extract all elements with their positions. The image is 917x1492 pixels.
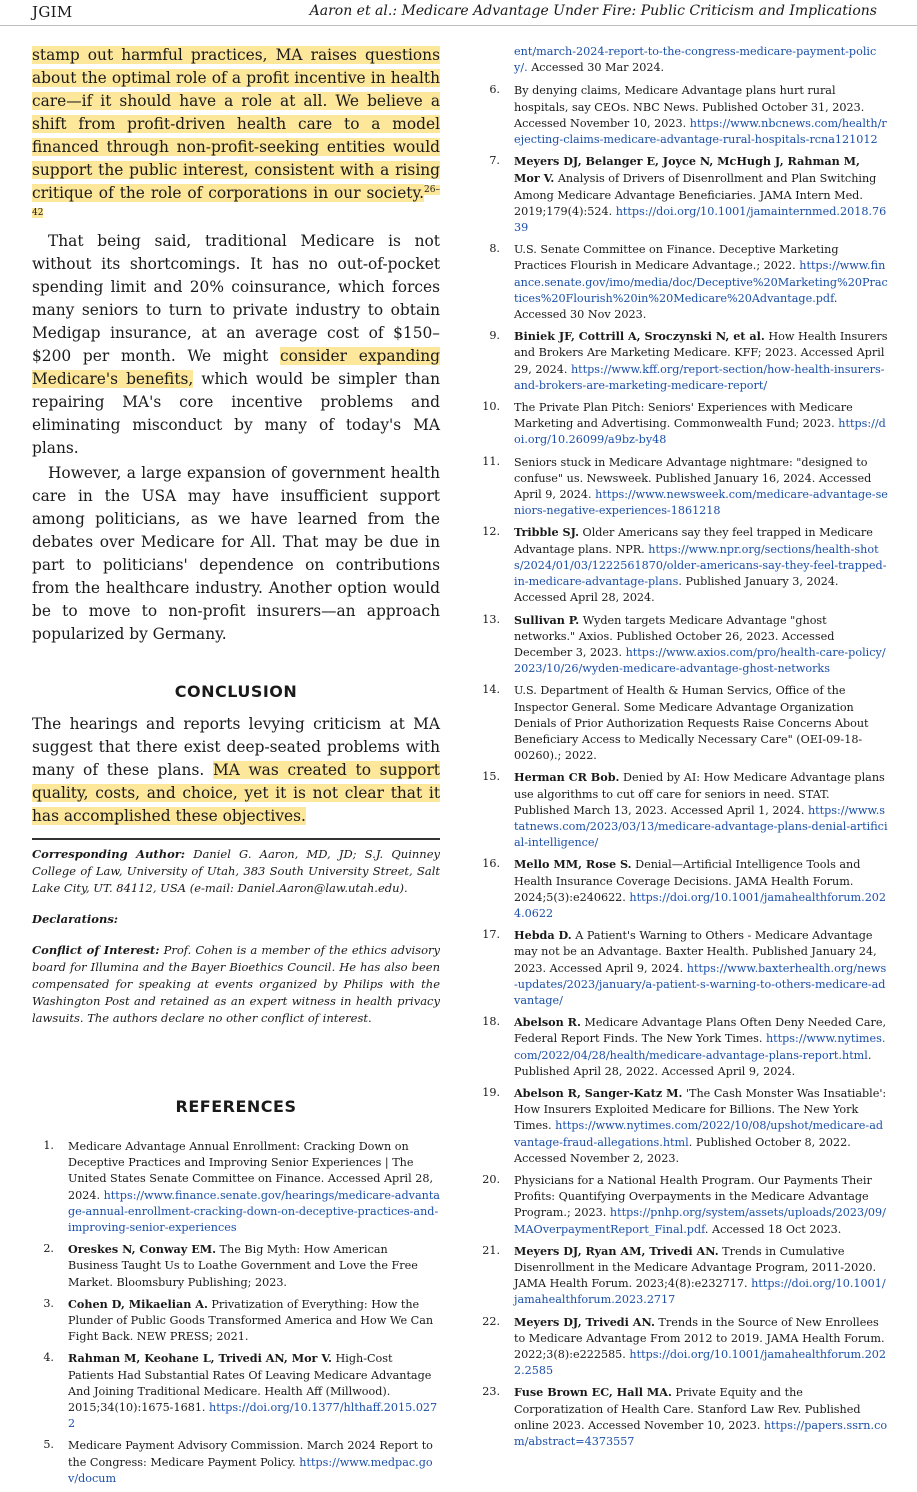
reference-link[interactable]: https://www.kff.org/report-section/how-health-insurers-and-brokers-are-marketing-medicare-report/ [514, 362, 885, 392]
paragraph-conclusion [32, 713, 440, 828]
reference-authors: Oreskes N, Conway EM. [68, 1242, 216, 1257]
reference-item [478, 524, 888, 606]
reference-text: Medicare Advantage Plans Often Deny Needed Care, Federal Report Finds. The New York Times. [514, 1016, 887, 1046]
reference-text-after: . Published October 8, 2022. Accessed November 2, 2023. [514, 1135, 851, 1165]
reference-text: Denial—Artificial Intelligence Tools and Health Insurance Coverage Decisions. JAMA Health Forum. 2024;5(3):e240622. [514, 858, 861, 904]
divider [32, 838, 440, 840]
reference-item [478, 454, 888, 520]
reference-list-left [32, 1138, 440, 1487]
reference-text: Physicians for a National Health Program. Our Payments Their Profits: Quantifying Overpayments in the Medicare Advantage Program.; 2023. [514, 1174, 872, 1220]
reference-text: Trends in Cumulative Disenrollment in the Medicare Advantage Program, 2011-2020. JAMA Health Forum. 2023;4(8):e232717. [514, 1244, 877, 1291]
reference-number: 3. [43, 1296, 54, 1310]
paragraph-profit-incentive [32, 44, 440, 228]
paragraph-traditional-medicare [32, 230, 440, 460]
corresponding-author [32, 846, 440, 897]
reference-text: U.S. Department of Health & Human Servics, Office of the Inspector General. Some Medicare Advantage Organization Denials of Prior Authorization Requests Raise Concerns About Beneficiary Access to Medically Necessary Care" (OEI-09-18-00260).; 2022. [514, 684, 869, 763]
reference-number: 6. [489, 83, 500, 97]
highlighted-text: stamp out harmful practices, MA raises questions about the optimal role of a profit incentive in health care—if it should have a role at all. We believe a shift from profit-driven health care to a model financed through non-profit-seeking entities would support the public interest, consistent with a rising critique of the role of corporations in our society. [32, 46, 440, 202]
reference-link[interactable]: https://www.nytimes.com/2022/10/08/upshot/medicare-advantage-fraud-allegations.html [514, 1119, 884, 1149]
reference-text-after: . Accessed 30 Nov 2023. [514, 291, 838, 322]
reference-text: A Patient's Warning to Others - Medicare Advantage may not be an Advantage. Baxter Health. Published January 24, 2023. Accessed April 9, 2024. [514, 929, 877, 975]
reference-number: 19. [482, 1085, 500, 1099]
reference-item [478, 612, 888, 678]
reference-number: 15. [482, 770, 500, 784]
reference-text: Privatization of Everything: How the Plunder of Public Goods Transformed America and How We Can Fight Back. NEW PRESS; 2021. [68, 1297, 434, 1344]
reference-number: 10. [482, 400, 500, 414]
reference-text: Seniors stuck in Medicare Advantage nightmare: "designed to confuse" us. Newsweek. Published January 16, 2024. Accessed April 9, 2024. [514, 455, 872, 502]
reference-item [478, 153, 888, 236]
reference-number: 17. [482, 928, 500, 942]
reference-link[interactable]: https://doi.org/10.26099/a9bz-by48 [514, 417, 886, 447]
reference-text: High-Cost Patients Had Substantial Rates Of Leaving Medicare Advantage And Joining Traditional Medicare. Health Aff (Millwood). 2015;34(10):1675-1681. [68, 1352, 432, 1415]
reference-item [32, 1437, 440, 1487]
reference-link[interactable]: https://www.npr.org/sections/health-shots/2024/01/03/1222561870/older-americans-say-they-feel-trapped-in-medicare-advantage-plans [514, 542, 887, 589]
citation: 26–42 [32, 184, 440, 218]
reference-link[interactable]: https://www.baxterhealth.org/news-updates/2023/january/a-patient-s-warning-to-others-medicare-advantage/ [514, 961, 887, 1007]
reference-text: Wyden targets Medicare Advantage "ghost networks." Axios. Published October 26, 2023. Accessed December 3, 2023. [514, 613, 835, 659]
reference-text: Analysis of Drivers of Disenrollment and Plan Switching Among Medicare Advantage Beneficiaries. JAMA Intern Med. 2019;179(4):524. [514, 172, 877, 218]
reference-item [32, 1296, 440, 1346]
reference-number: 12. [482, 525, 500, 539]
reference-authors: Herman CR Bob. [514, 770, 620, 785]
reference-link[interactable]: https://doi.org/10.1001/jamahealthforum.2024.0622 [514, 890, 887, 920]
reference-link[interactable]: https://doi.org/10.1001/jamahealthforum.2023.2717 [514, 1277, 886, 1307]
reference-text: Trends in the Source of New Enrollees to Medicare Advantage From 2012 to 2019. JAMA Health Forum. 2022;3(8):e222585. [514, 1315, 885, 1362]
reference-item [478, 328, 888, 394]
conflict-of-interest [32, 942, 440, 1027]
reference-continuation [478, 44, 888, 76]
reference-text: The Private Plan Pitch: Seniors' Experiences with Medicare Marketing and Advertising. Commonwealth Fund; 2023. [514, 401, 853, 431]
reference-item [478, 82, 888, 148]
reference-text-after: . Published January 3, 2024. Accessed April 28, 2024. [514, 575, 839, 605]
label: Declarations: [32, 912, 119, 926]
reference-number: 20. [482, 1173, 500, 1186]
text-span: Daniel G. Aaron, MD, JD; S.J. Quinney College of Law, University of Utah, 383 South University Street, Salt Lake City, UT. 84112, USA (e-mail: Daniel.Aaron@law.utah.edu). [32, 847, 440, 895]
reference-item [478, 927, 888, 1009]
reference-authors: Tribble SJ. [514, 525, 579, 540]
reference-authors: Mello MM, Rose S. [514, 857, 632, 872]
reference-text: 'The Cash Monster Was Insatiable': How Insurers Exploited Medicare for Billions. The New York Times. [514, 1086, 887, 1133]
reference-number: 8. [489, 242, 500, 256]
reference-item [478, 399, 888, 449]
reference-authors: Fuse Brown EC, Hall MA. [514, 1385, 672, 1400]
reference-link[interactable]: https://www.nytimes.com/2022/04/28/health/medicare-advantage-plans-report.html [514, 1032, 886, 1062]
highlighted-text: consider expanding Medicare's benefits, [32, 347, 440, 388]
reference-list-right [478, 82, 888, 1450]
reference-text-after: . Published April 28, 2022. Accessed April 9, 2024. [514, 1048, 872, 1078]
reference-authors: Meyers DJ, Trivedi AN. [514, 1314, 655, 1329]
reference-authors: Abelson R. [514, 1015, 581, 1030]
reference-text: The Big Myth: How American Business Taught Us to Loathe Government and Love the Free Market. Bloomsbury Publishing; 2023. [68, 1243, 418, 1289]
reference-authors: Rahman M, Keohane L, Trivedi AN, Mor V. [68, 1351, 332, 1366]
reference-link[interactable]: https://pnhp.org/system/assets/uploads/2023/09/MAOverpaymentReport_Final.pdf [514, 1206, 886, 1236]
label: Corresponding Author: [32, 847, 186, 861]
reference-item [478, 1243, 888, 1309]
text-span: which would be simpler than repairing MA's core incentive problems and eliminating misconduct by many of today's MA plans. [32, 370, 440, 457]
reference-item [478, 1384, 888, 1450]
reference-item [478, 1085, 888, 1167]
reference-number: 11. [482, 454, 500, 468]
reference-item [478, 769, 888, 851]
reference-item [32, 1138, 440, 1236]
reference-link[interactable]: https://www.statnews.com/2023/03/13/medicare-advantage-plans-denial-artificial-intelligence/ [514, 803, 888, 850]
journal-name: JGIM [32, 3, 73, 21]
reference-text: Medicare Payment Advisory Commission. March 2024 Report to the Congress: Medicare Payment Policy. [68, 1439, 433, 1469]
reference-link[interactable]: https://www.axios.com/pro/health-care-policy/2023/10/26/wyden-medicare-advantage-ghost-networks [514, 645, 886, 676]
reference-number: 16. [482, 857, 500, 871]
reference-text-after: . Accessed 18 Oct 2023. [704, 1222, 842, 1236]
conclusion-heading: CONCLUSION [174, 682, 298, 701]
reference-authors: Abelson R, Sanger-Katz M. [514, 1085, 683, 1100]
reference-text: By denying claims, Medicare Advantage plans hurt rural hospitals, say CEOs. NBC News. Published October 31, 2023. Accessed November 10, 2023. [514, 84, 865, 130]
right-column [478, 44, 888, 1455]
reference-text: How Health Insurers and Brokers Are Marketing Medicare. KFF; 2023. Accessed April 29, 2024. [514, 330, 888, 376]
running-title: Aaron et al.: Medicare Advantage Under Fire: Public Criticism and Implications [309, 3, 877, 19]
reference-link[interactable]: https://papers.ssrn.com/abstract=4373557 [514, 1418, 888, 1449]
reference-item [478, 1172, 888, 1238]
reference-authors: Meyers DJ, Belanger E, Joyce N, McHugh J, Rahman M, Mor V. [514, 154, 860, 186]
reference-number: 9. [489, 329, 500, 343]
reference-authors: Hebda D. [514, 928, 572, 943]
highlighted-text: MA was created to support quality, costs, and choice, yet it is not clear that it has accomplished these objectives. [32, 761, 440, 825]
reference-item [478, 1014, 888, 1080]
reference-number: 21. [482, 1243, 500, 1257]
reference-item [478, 856, 888, 922]
reference-text: Medicare Advantage Annual Enrollment: Cracking Down on Deceptive Practices and Improving Senior Experiences | The United States Senate Committee on Finance. Accessed April 28, 2024. [68, 1140, 434, 1202]
reference-number: 23. [482, 1385, 500, 1399]
references-heading: REFERENCES [175, 1097, 297, 1116]
reference-link[interactable]: https://www.medpac.gov/docum [68, 1455, 433, 1485]
declarations-label [32, 911, 440, 928]
running-header [0, 0, 917, 26]
reference-text: Private Equity and the Corporatization of Health Care. Stanford Law Rev. Published online 2023. Accessed November 10, 2023. [514, 1386, 861, 1432]
reference-number: 7. [489, 154, 500, 168]
reference-item [32, 1241, 440, 1291]
reference-link[interactable]: https://www.nbcnews.com/health/rejecting-claims-medicare-advantage-rural-hospitals-rcna121012 [514, 116, 887, 147]
reference-authors: Sullivan P. [514, 612, 580, 627]
reference-number: 5. [43, 1438, 54, 1452]
reference-link[interactable]: https://www.newsweek.com/medicare-advantage-seniors-negative-experiences-1861218 [514, 488, 888, 518]
reference-number: 22. [482, 1314, 500, 1328]
reference-number: 18. [482, 1015, 500, 1029]
text-span: The hearings and reports levying criticism at MA suggest that there exist deep-seated problems with many of these plans. [32, 715, 440, 779]
reference-link[interactable]: https://doi.org/10.1001/jamainternmed.2018.7639 [514, 204, 887, 235]
reference-authors: Meyers DJ, Ryan AM, Trivedi AN. [514, 1243, 719, 1258]
reference-item [478, 682, 888, 764]
reference-item [32, 1350, 440, 1432]
left-column [32, 44, 440, 1492]
reference-item [478, 241, 888, 323]
reference-text: U.S. Senate Committee on Finance. Deceptive Marketing Practices Flourish in Medicare Advantage.; 2022. [514, 243, 839, 273]
reference-link[interactable]: https://www.finance.senate.gov/imo/media/doc/Deceptive%20Marketing%20Practices%20Flourish%20in%20Medicare%20Advantage.pdf [514, 259, 888, 305]
reference-link[interactable]: https://doi.org/10.1377/hlthaff.2015.0272 [68, 1401, 438, 1431]
reference-number: 2. [43, 1242, 54, 1256]
reference-authors: Biniek JF, Cottrill A, Sroczynski N, et al. [514, 329, 765, 344]
text-span: That being said, traditional Medicare is not without its shortcomings. It has no out-of-pocket spending limit and 20% coinsurance, which forces many seniors to turn to private industry to obtain Medigap insurance, at an average cost of $150–$200 per month. We might [32, 232, 440, 365]
reference-number: 14. [482, 683, 500, 697]
reference-text: Denied by AI: How Medicare Advantage plans use algorithms to cut off care for seniors in need. STAT. Published March 13, 2023. Accessed April 1, 2024. [514, 771, 885, 817]
text-span: Prof. Cohen is a member of the ethics advisory board for Illumina and the Bayer Bioethics Council. He has also been compensated for speaking at events organized by Philips with the Washington Post and retained as an expert witness in health privacy lawsuits. The authors declare no other conflict of interest. [32, 943, 441, 1025]
label: Conflict of Interest: [32, 943, 160, 957]
reference-text: Older Americans say they feel trapped in Medicare Advantage plans. NPR. [514, 526, 873, 556]
reference-number: 13. [482, 612, 500, 626]
reference-link[interactable]: ent/march-2024-report-to-the-congress-medicare-payment-policy/. [514, 45, 877, 75]
reference-link[interactable]: https://www.finance.senate.gov/hearings/medicare-advantage-annual-enrollment-cracking-down-on-deceptive-practices-and-improving-senior-experiences [68, 1188, 440, 1235]
reference-number: 4. [43, 1351, 54, 1365]
reference-authors: Cohen D, Mikaelian A. [68, 1296, 208, 1311]
paragraph-government-expansion: However, a large expansion of government health care in the USA may have insufficient support among politicians, as we have learned from the debates over Medicare for All. That may be due in part to politicians' dependence on contributions from the healthcare industry. Another option would be to move to non-profit insurers—an approach popularized by Germany. [32, 464, 440, 643]
reference-link[interactable]: https://doi.org/10.1001/jamahealthforum.2022.2585 [514, 1348, 887, 1378]
reference-item [478, 1314, 888, 1380]
text-span: Accessed 30 Mar 2024. [527, 61, 665, 75]
reference-number: 1. [43, 1139, 54, 1152]
